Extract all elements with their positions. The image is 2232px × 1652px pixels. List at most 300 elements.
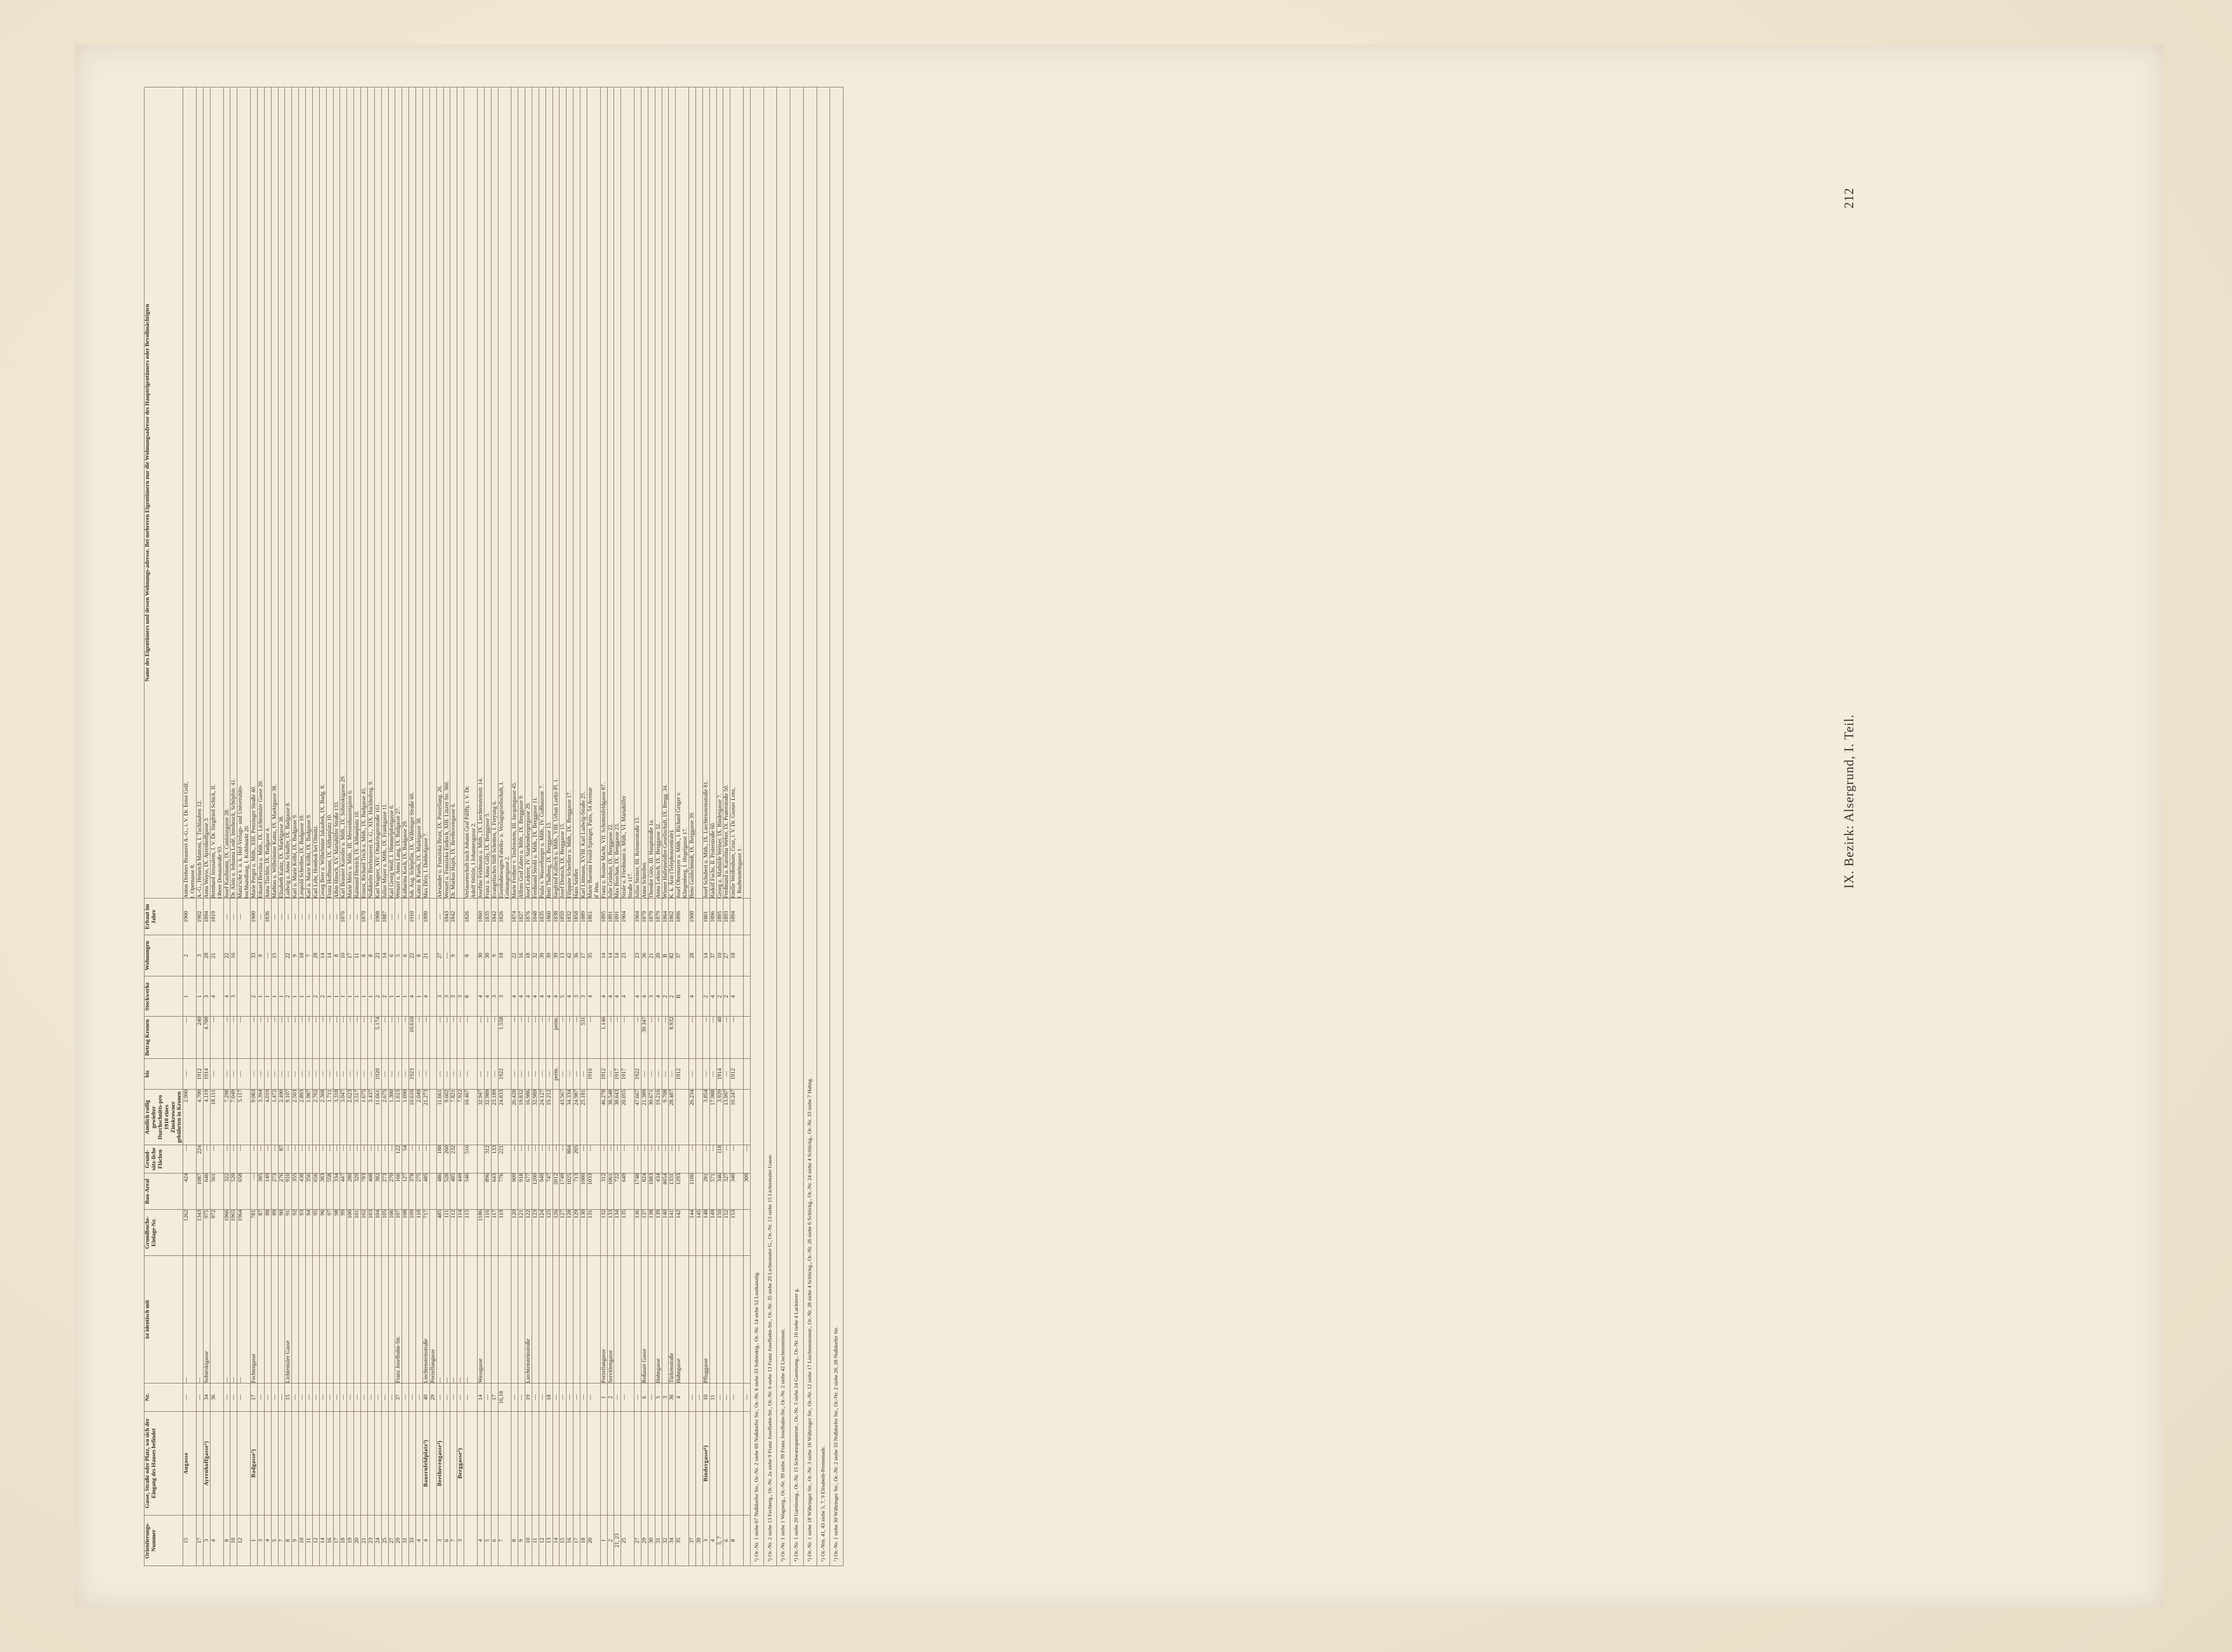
cell-gasse (361, 1411, 368, 1515)
cell-erbaut: 1894 (203, 898, 210, 935)
cell-ident-name (409, 1255, 416, 1383)
cell-bau-areal: 910 (285, 1173, 292, 1209)
cell-eigentuemer: Mathias u. Wilhelmine Kainz, IX. Marktgasse 38. (271, 87, 278, 898)
cell-gasse (634, 1411, 641, 1515)
table-row (197, 87, 204, 1566)
cell-einlage-nr: 145 (696, 1210, 702, 1256)
cell-wohnungen (429, 935, 436, 976)
cell-bau-areal: 149 (264, 1173, 271, 1209)
cell-grundflaechen: 54 (402, 1145, 409, 1173)
cell-amtlicher-durchschnitt: 16.986 (525, 1090, 532, 1145)
cell-ident-name (210, 1255, 223, 1383)
cell-wohnungen: 10 (716, 935, 723, 976)
cell-stockwerke: 1 (395, 976, 402, 1017)
table-row (292, 87, 299, 1566)
cell-steuerfrei-betrag: — (306, 1017, 313, 1058)
footnote: ¹) Or.-Nr. 1 siehe 67 Nußdorfer Str., Or.-Nr. 2 siehe 69 Nußdorfer Str., Or.-Nr. 6 siehe 33 Sobieskig., Or.-Nr. 14 siehe 52 Lustkanalig. (751, 87, 764, 1566)
table-row (237, 87, 251, 1566)
cell-einlage-nr (429, 1210, 436, 1256)
cell-ident-name (614, 1255, 621, 1383)
table-row (203, 87, 210, 1566)
cell-erbaut: 1887 (381, 898, 388, 935)
cell-amtlicher-durchschnitt: 32.989 (532, 1090, 539, 1145)
cell-stockwerke: 4 (689, 976, 696, 1017)
cell-eigentuemer: Karl Lehr, Hombok bei Olmütz. (312, 87, 319, 898)
cell-einlage-nr: 93 (299, 1210, 306, 1256)
cell-steuerfrei-betrag: — (525, 1017, 532, 1058)
cell-gasse (676, 1411, 689, 1515)
cell-orientierungs-nummer: 3 (702, 1515, 709, 1566)
cell-einlage-nr: 131 (587, 1210, 600, 1256)
cell-gasse (450, 1411, 457, 1515)
cell-gasse (464, 1411, 478, 1515)
cell-grundflaechen: — (518, 1145, 525, 1173)
cell-gasse: Berggasse⁵) (457, 1411, 464, 1515)
cell-grundflaechen: 133 (491, 1145, 498, 1173)
cell-ident-name (292, 1255, 299, 1383)
cell-gasse (197, 1411, 204, 1515)
cell-ident-name (511, 1255, 518, 1383)
cell-ident-name: — (436, 1255, 443, 1383)
cell-stockwerke: 1 (340, 976, 347, 1017)
table-row (634, 87, 641, 1566)
cell-ident-nr: 19 (525, 1383, 532, 1412)
cell-orientierungs-nummer: 29 (395, 1515, 402, 1566)
cell-bau-areal: 346 (716, 1173, 723, 1209)
cell-stockwerke: 2 (662, 976, 669, 1017)
cell-grundflaechen: — (648, 1145, 655, 1173)
table-row (285, 87, 292, 1566)
cell-orientierungs-nummer: 10 (230, 1515, 237, 1566)
cell-einlage-nr: 99 (340, 1210, 347, 1256)
cell-amtlicher-durchschnitt: 9.107 (285, 1090, 292, 1145)
cell-steuerfrei-betrag: 10.610 (409, 1017, 416, 1058)
col-grundflaechen: Grund-sätz-liche Flächen (144, 1145, 183, 1173)
cell-eigentuemer: Ferdinand u. Karolina Weber, IX. Praterstraße 50. (723, 87, 730, 898)
cell-gasse (429, 1411, 436, 1515)
col-orientierungs-nummer: Orientierungs-Nummer (144, 1515, 183, 1566)
cell-gasse (354, 1411, 361, 1515)
cell-steuerfrei-betrag: — (388, 1017, 395, 1058)
cell-stockwerke: 4 (607, 976, 614, 1017)
cell-stockwerke: 3 (648, 976, 655, 1017)
cell-eigentuemer: Wenzel u. Anna Lang, IX. Badgasse 27. (395, 87, 402, 898)
cell-stockwerke: 3 (230, 976, 237, 1017)
cell-erbaut: 1876 (340, 898, 347, 935)
cell-eigentuemer: Eduard Brezina u. Mith., IX. Lichtentaler Gasse 20. (257, 87, 264, 898)
table-row (696, 87, 702, 1566)
cell-erbaut: 1861 (587, 898, 600, 935)
cell-orientierungs-nummer: 23 (367, 1515, 374, 1566)
cell-eigentuemer: Ludwig u. Anna Schaffer, IX. Badgasse 8. (285, 87, 292, 898)
cell-stockwerke: 4 (532, 976, 539, 1017)
cell-eigentuemer: Franz Hoffmann, IX. Althanplatz 10. (326, 87, 333, 898)
cell-steuerfrei-bis: 1912 (600, 1058, 607, 1089)
cell-ident-name: Wasagasse (477, 1255, 484, 1383)
cell-bau-areal: 1883 (648, 1173, 655, 1209)
cell-gasse (223, 1411, 230, 1515)
cell-ident-name (333, 1255, 340, 1383)
cell-gasse (491, 1411, 498, 1515)
cell-gasse (285, 1411, 292, 1515)
cell-grundflaechen: — (292, 1145, 299, 1173)
cell-grundflaechen: 516 (464, 1145, 478, 1173)
cell-wohnungen: 22 (223, 935, 230, 976)
cell-gasse (730, 1411, 744, 1515)
cell-grundflaechen: — (223, 1145, 230, 1173)
cell-steuerfrei-bis: — (223, 1058, 230, 1089)
cell-einlage-nr: 136 (634, 1210, 641, 1256)
cell-bau-areal: 747 (546, 1173, 553, 1209)
cell-steuerfrei-bis: — (299, 1058, 306, 1089)
cell-steuerfrei-bis: 1914 (716, 1058, 723, 1089)
cell-erbaut: 1835 (484, 898, 491, 935)
cell-ident-nr: — (532, 1383, 539, 1412)
cell-einlage-nr: 717 (422, 1210, 429, 1256)
cell-steuerfrei-bis (696, 1058, 702, 1089)
cell-bau-areal: 385 (257, 1173, 264, 1209)
cell-amtlicher-durchschnitt: 2.675 (381, 1090, 388, 1145)
cell-erbaut: 1904 (634, 898, 641, 935)
cell-ident-name (559, 1255, 566, 1383)
cell-gasse (271, 1411, 278, 1515)
cell-ident-name (539, 1255, 546, 1383)
cell-steuerfrei-bis: — (559, 1058, 566, 1089)
cell-amtlicher-durchschnitt: 17.988 (709, 1090, 716, 1145)
cell-gasse (546, 1411, 553, 1515)
cell-amtlicher-durchschnitt: 1.300 (388, 1090, 395, 1145)
cell-gasse (607, 1411, 614, 1515)
cell-eigentuemer: Karl u. Marie Kölbl, IX. Badgasse 9. (292, 87, 299, 898)
table-row (464, 87, 478, 1566)
cell-erbaut: 1801 (702, 898, 709, 935)
cell-eigentuemer: Marie Meix u. Mith., III. Messenhausergasse 6. (347, 87, 354, 898)
cell-ident-name: — (223, 1255, 230, 1383)
cell-bau-areal: 783 (361, 1173, 368, 1209)
cell-bau-areal: 438 (299, 1173, 306, 1209)
cell-steuerfrei-bis: — (641, 1058, 648, 1089)
cell-grundflaechen: — (416, 1145, 423, 1173)
cell-steuerfrei-betrag: — (257, 1017, 264, 1058)
cell-stockwerke: 4 (223, 976, 230, 1017)
cell-einlage-nr: 107 (395, 1210, 402, 1256)
cell-ident-name (416, 1255, 423, 1383)
cell-gasse: Bindergasse⁶) (702, 1411, 709, 1515)
cell-ident-nr: — (237, 1383, 251, 1412)
cell-eigentuemer: Beno Goldschmidt, IX. Berggasse 39. (689, 87, 696, 898)
cell-orientierungs-nummer: 31 (655, 1515, 662, 1566)
cell-einlage-nr: 122 (525, 1210, 532, 1256)
cell-ident-name (744, 1255, 751, 1383)
cell-erbaut: — (299, 898, 306, 935)
cell-steuerfrei-bis: 1920 (374, 1058, 381, 1089)
cell-amtlicher-durchschnitt: 2.900 (183, 1090, 197, 1145)
cell-ident-name (662, 1255, 669, 1383)
cell-erbaut: 1889 (580, 898, 587, 935)
cell-orientierungs-nummer: 8 (511, 1515, 518, 1566)
cell-eigentuemer: Josef Schubert u. Mith., IX. Liechtensteinstraße 81. (702, 87, 709, 898)
cell-stockwerke: 4 (641, 976, 648, 1017)
table-row (546, 87, 553, 1566)
cell-steuerfrei-bis: — (257, 1058, 264, 1089)
table-row (655, 87, 662, 1566)
cell-amtlicher-durchschnitt: 2.893 (299, 1090, 306, 1145)
cell-eigentuemer: Manz'sche k. u. k. Hof-Verlags- und Universitäts- buchhandlung, I. Kohlmarkt 20. (237, 87, 251, 898)
cell-erbaut: — (333, 898, 340, 935)
cell-steuerfrei-betrag: — (416, 1017, 423, 1058)
cell-eigentuemer: Raimund Dietrich, IX. Althanplatz 10. (354, 87, 361, 898)
cell-eigentuemer: Max Boschan, IX. Berggasse 23. (614, 87, 621, 898)
col-stockwerke: Stockwerke (144, 976, 183, 1017)
cell-steuerfrei-bis: — (416, 1058, 423, 1089)
cell-gasse (340, 1411, 347, 1515)
cell-steuerfrei-betrag: — (223, 1017, 230, 1058)
cell-wohnungen: 10 (340, 935, 347, 976)
cell-grundflaechen: — (299, 1145, 306, 1173)
cell-wohnungen: — (264, 935, 271, 976)
cell-steuerfrei-bis: — (210, 1058, 223, 1089)
cell-orientierungs-nummer: 4 (416, 1515, 423, 1566)
cell-steuerfrei-betrag: — (436, 1017, 443, 1058)
cell-eigentuemer (696, 87, 702, 898)
col-bau-areal: Bau-Areal (144, 1173, 183, 1209)
cell-wohnungen: 15 (271, 935, 278, 976)
cell-eigentuemer: Theodor Götz, III. Hauptstraße 1a. (648, 87, 655, 898)
cell-einlage-nr: 92 (292, 1210, 299, 1256)
cell-steuerfrei-bis: — (450, 1058, 457, 1089)
cell-ident-nr: 5 (655, 1383, 662, 1412)
cell-stockwerke: 1 (388, 976, 395, 1017)
cell-ident-nr: 15 (285, 1383, 292, 1412)
cell-gasse (655, 1411, 662, 1515)
cell-wohnungen: 21 (422, 935, 429, 976)
cell-bau-areal: 280 (347, 1173, 354, 1209)
cell-steuerfrei-bis: 1917 (621, 1058, 634, 1089)
cell-erbaut: 1879 (648, 898, 655, 935)
cell-amtlicher-durchschnitt: 9.083 (251, 1090, 258, 1145)
cell-wohnungen: 16 (230, 935, 237, 976)
cell-erbaut: 1859 (559, 898, 566, 935)
footnote: ³) Or.-Nr. 1 siehe 1 Wagnerg., Or.-Nr. 39 siehe 39 Franz Josefbahn-Str., Or.-Nr. 2 siehe 42 Liechtensteinstr. (777, 87, 790, 1566)
cell-einlage-nr: 117 (491, 1210, 498, 1256)
cell-gasse (669, 1411, 676, 1515)
cell-erbaut: 1879 (655, 898, 662, 935)
cell-erbaut: — (367, 898, 374, 935)
table-row (347, 87, 354, 1566)
cell-ident-name: Servitiengasse (607, 1255, 614, 1383)
cell-erbaut: 1894 (730, 898, 744, 935)
cell-grundflaechen: — (600, 1145, 607, 1173)
cell-steuerfrei-betrag: 531 (580, 1017, 587, 1058)
cell-ident-nr: — (183, 1383, 197, 1412)
cell-steuerfrei-betrag: — (730, 1017, 744, 1058)
table-body (183, 87, 751, 1566)
cell-eigentuemer: Filippine Schreiber u. Mith., IX. Berggasse 17. (566, 87, 573, 898)
cell-erbaut (696, 898, 702, 935)
cell-ident-name (312, 1255, 319, 1383)
cell-amtlicher-durchschnitt: 28.487 (669, 1090, 676, 1145)
cell-einlage-nr: 150 (716, 1210, 723, 1256)
cell-orientierungs-nummer (429, 1515, 436, 1566)
cell-orientierungs-nummer (744, 1515, 751, 1566)
cell-stockwerke: 2 (319, 976, 326, 1017)
cell-gasse (689, 1411, 696, 1515)
cell-wohnungen (696, 935, 702, 976)
cell-stockwerke: 1 (326, 976, 333, 1017)
cell-steuerfrei-bis: perm. (553, 1058, 559, 1089)
cell-stockwerke: 4 (539, 976, 546, 1017)
cell-stockwerke: 4 (614, 976, 621, 1017)
cell-gasse (559, 1411, 566, 1515)
cell-ident-name: — (197, 1255, 204, 1383)
cell-ident-nr: — (580, 1383, 587, 1412)
cell-wohnungen: 14 (702, 935, 709, 976)
cell-erbaut: 1893 (723, 898, 730, 935)
cell-stockwerke: 3 (491, 976, 498, 1017)
table-row (566, 87, 573, 1566)
cell-orientierungs-nummer: 18 (580, 1515, 587, 1566)
cell-wohnungen: 23 (634, 935, 641, 976)
cell-erbaut: — (354, 898, 361, 935)
cell-erbaut (429, 898, 436, 935)
col-ident-nr: Nr. (144, 1383, 183, 1412)
cell-erbaut: 1900 (251, 898, 258, 935)
cell-eigentuemer: A.-G., Heinrich Mattoni, I. Tuchlauben 12. (197, 87, 204, 898)
table-row (580, 87, 587, 1566)
table-row (436, 87, 443, 1566)
cell-ident-nr: — (587, 1383, 600, 1412)
cell-gasse (621, 1411, 634, 1515)
table-row (422, 87, 429, 1566)
cell-gasse (210, 1411, 223, 1515)
cell-erbaut: — (292, 898, 299, 935)
cell-ident-nr: — (648, 1383, 655, 1412)
cell-stockwerke: 2 (723, 976, 730, 1017)
cell-steuerfrei-bis: — (648, 1058, 655, 1089)
cell-grundflaechen (457, 1145, 464, 1173)
cell-ident-name (689, 1255, 696, 1383)
cell-einlage-nr: 152 (723, 1210, 730, 1256)
cell-gasse (278, 1411, 285, 1515)
cell-steuerfrei-betrag: — (333, 1017, 340, 1058)
cell-wohnungen: 36 (573, 935, 580, 976)
cell-steuerfrei-bis: — (333, 1058, 340, 1089)
cell-ident-name: — (457, 1255, 464, 1383)
cell-wohnungen (278, 935, 285, 976)
table-row (381, 87, 388, 1566)
cell-amtlicher-durchschnitt: 19.216 (655, 1090, 662, 1145)
cell-eigentuemer: Karl u. Marie Kölbl, IX. Badgasse 9. (306, 87, 313, 898)
cell-grundflaechen: — (559, 1145, 566, 1173)
cell-ident-nr: — (553, 1383, 559, 1412)
cell-erbaut: 1826 (464, 898, 478, 935)
cell-grundflaechen: — (676, 1145, 689, 1173)
table-row (689, 87, 696, 1566)
cell-steuerfrei-betrag: — (689, 1017, 696, 1058)
cell-einlage-nr: 138 (648, 1210, 655, 1256)
table-row (525, 87, 532, 1566)
cell-stockwerke: 4 (409, 976, 416, 1017)
cell-grundflaechen: — (553, 1145, 559, 1173)
cell-bau-areal: 449 (457, 1173, 464, 1209)
rotated-table-block (144, 87, 2095, 1566)
cell-einlage-nr: 126 (553, 1210, 559, 1256)
cell-amtlicher-durchschnitt: 21.389 (641, 1090, 648, 1145)
table-row (354, 87, 361, 1566)
cell-orientierungs-nummer: 12 (237, 1515, 251, 1566)
cell-bau-areal: 646 (203, 1173, 210, 1209)
cell-einlage-nr: 1186 (477, 1210, 484, 1256)
cell-steuerfrei-bis: — (464, 1058, 478, 1089)
cell-wohnungen: 18 (299, 935, 306, 976)
cell-bau-areal: — (251, 1173, 258, 1209)
cell-ident-name (257, 1255, 264, 1383)
cell-gasse (662, 1411, 669, 1515)
cell-amtlicher-durchschnitt: 3.394 (257, 1090, 264, 1145)
cell-erbaut (744, 898, 751, 935)
cell-ident-nr: 40 (422, 1383, 429, 1412)
cell-bau-areal (477, 1173, 484, 1209)
cell-ident-nr: — (257, 1383, 264, 1412)
cell-ident-name (271, 1255, 278, 1383)
cell-grundflaechen: 260 (443, 1145, 450, 1173)
cell-wohnungen: 36 (641, 935, 648, 976)
cell-steuerfrei-betrag: — (614, 1017, 621, 1058)
cell-amtlicher-durchschnitt (553, 1090, 559, 1145)
cell-grundflaechen: — (621, 1145, 634, 1173)
cell-ident-nr: — (559, 1383, 566, 1412)
cell-stockwerke: 1 (183, 976, 197, 1017)
cell-orientierungs-nummer: 3 (457, 1515, 464, 1566)
cell-ident-nr: 11 (709, 1383, 716, 1412)
cell-eigentuemer (744, 87, 751, 898)
cell-grundflaechen: — (251, 1145, 258, 1173)
cell-ident-nr: — (450, 1383, 457, 1412)
cell-stockwerke (696, 976, 702, 1017)
cell-steuerfrei-betrag: 8.932 (669, 1017, 676, 1058)
cell-amtlicher-durchschnitt: 26.234 (689, 1090, 696, 1145)
cell-bau-areal: 2012 (553, 1173, 559, 1209)
table-row (676, 87, 689, 1566)
cell-eigentuemer: Hans Seidler. (573, 87, 580, 898)
cell-steuerfrei-bis: — (319, 1058, 326, 1089)
cell-erbaut: 1895 (600, 898, 607, 935)
cell-gasse (230, 1411, 237, 1515)
cell-gasse (498, 1411, 511, 1515)
cell-orientierungs-nummer: 11 (306, 1515, 313, 1566)
cell-grundflaechen: — (271, 1145, 278, 1173)
cell-steuerfrei-betrag: — (354, 1017, 361, 1058)
cell-amtlicher-durchschnitt: 3.517 (354, 1090, 361, 1145)
cell-steuerfrei-bis: 1912 (197, 1058, 204, 1089)
table-row (484, 87, 491, 1566)
cell-grundflaechen: — (607, 1145, 614, 1173)
table-row (600, 87, 607, 1566)
cell-orientierungs-nummer: 12 (312, 1515, 319, 1566)
cell-grundflaechen: 224 (197, 1145, 204, 1173)
cell-steuerfrei-bis: — (395, 1058, 402, 1089)
cell-stockwerke: 2 (702, 976, 709, 1017)
cell-stockwerke: 2 (285, 976, 292, 1017)
cell-ident-nr: — (223, 1383, 230, 1412)
cell-stockwerke (744, 976, 751, 1017)
cell-wohnungen (237, 935, 251, 976)
cell-grundflaechen: 312 (484, 1145, 491, 1173)
cell-eigentuemer: Ernest, Richard Teich u. Mith., IX. Badgasse 45. (361, 87, 368, 898)
cell-bau-areal: 949 (539, 1173, 546, 1209)
cell-einlage-nr: 142 (676, 1210, 689, 1256)
cell-ident-nr: — (354, 1383, 361, 1412)
